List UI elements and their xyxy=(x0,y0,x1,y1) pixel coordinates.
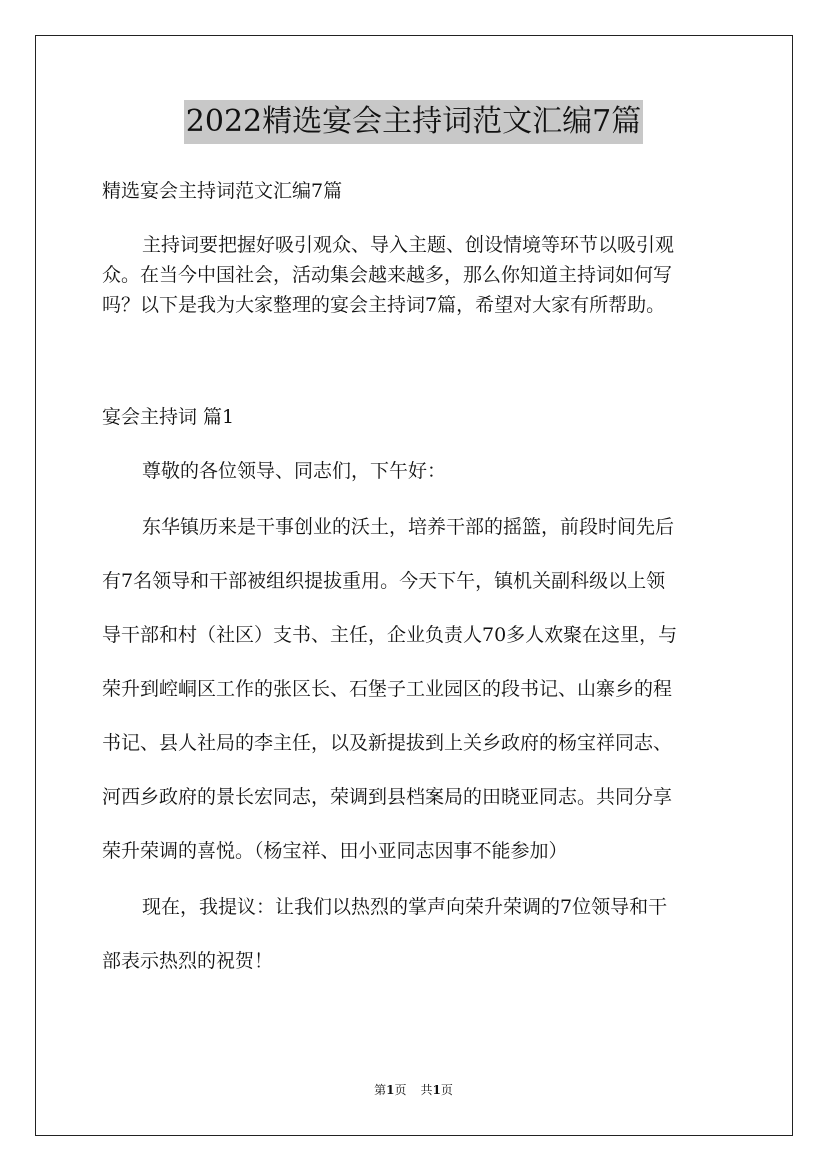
paragraph-line: 现在，我提议：让我们以热烈的掌声向荣升荣调的7位领导和干 xyxy=(142,896,668,918)
title-container xyxy=(0,100,827,144)
total-unit: 页 xyxy=(440,1083,453,1097)
document-body xyxy=(102,176,732,976)
intro-line: 众。在当今中国社会，活动集会越来越多，那么你知道主持词如何写 xyxy=(102,264,673,286)
intro-line: 主持词要把握好吸引观众、导入主题、创设情境等环节以吸引观 xyxy=(142,234,675,256)
greeting-line: 尊敬的各位领导、同志们，下午好： xyxy=(142,460,447,482)
paragraph-line: 导干部和村（社区）支书、主任，企业负责人70多人欢聚在这里，与 xyxy=(102,624,678,646)
paragraph-line: 有7名领导和干部被组织提拔重用。今天下午，镇机关副科级以上领 xyxy=(102,570,666,592)
page-total: 1 xyxy=(432,1083,441,1097)
page-current: 1 xyxy=(386,1083,395,1097)
page-prefix: 第 xyxy=(374,1083,387,1097)
page-footer xyxy=(0,1080,827,1100)
page-unit: 页 xyxy=(394,1083,407,1097)
body-paragraph-1 xyxy=(102,512,732,866)
paragraph-line: 河西乡政府的景长宏同志，荣调到县档案局的田晓亚同志。共同分享 xyxy=(102,786,673,808)
document-subtitle: 精选宴会主持词范文汇编7篇 xyxy=(102,180,343,202)
intro-line: 吗？以下是我为大家整理的宴会主持词7篇，希望对大家有所帮助。 xyxy=(102,294,666,316)
document-title: 2022精选宴会主持词范文汇编7篇 xyxy=(184,100,643,144)
paragraph-line: 书记、县人社局的李主任，以及新提拔到上关乡政府的杨宝祥同志、 xyxy=(102,732,673,754)
paragraph-line: 荣升到崆峒区工作的张区长、石堡子工业园区的段书记、山寨乡的程 xyxy=(102,678,673,700)
body-paragraph-2 xyxy=(102,892,732,976)
intro-paragraph xyxy=(102,230,732,320)
paragraph-line: 荣升荣调的喜悦。（杨宝祥、田小亚同志因事不能参加） xyxy=(102,840,568,862)
paragraph-line: 部表示热烈的祝贺！ xyxy=(102,950,274,972)
section-heading: 宴会主持词 篇1 xyxy=(102,406,235,428)
total-prefix: 共 xyxy=(420,1083,433,1097)
paragraph-line: 东华镇历来是干事创业的沃土，培养干部的摇篮，前段时间先后 xyxy=(142,516,675,538)
